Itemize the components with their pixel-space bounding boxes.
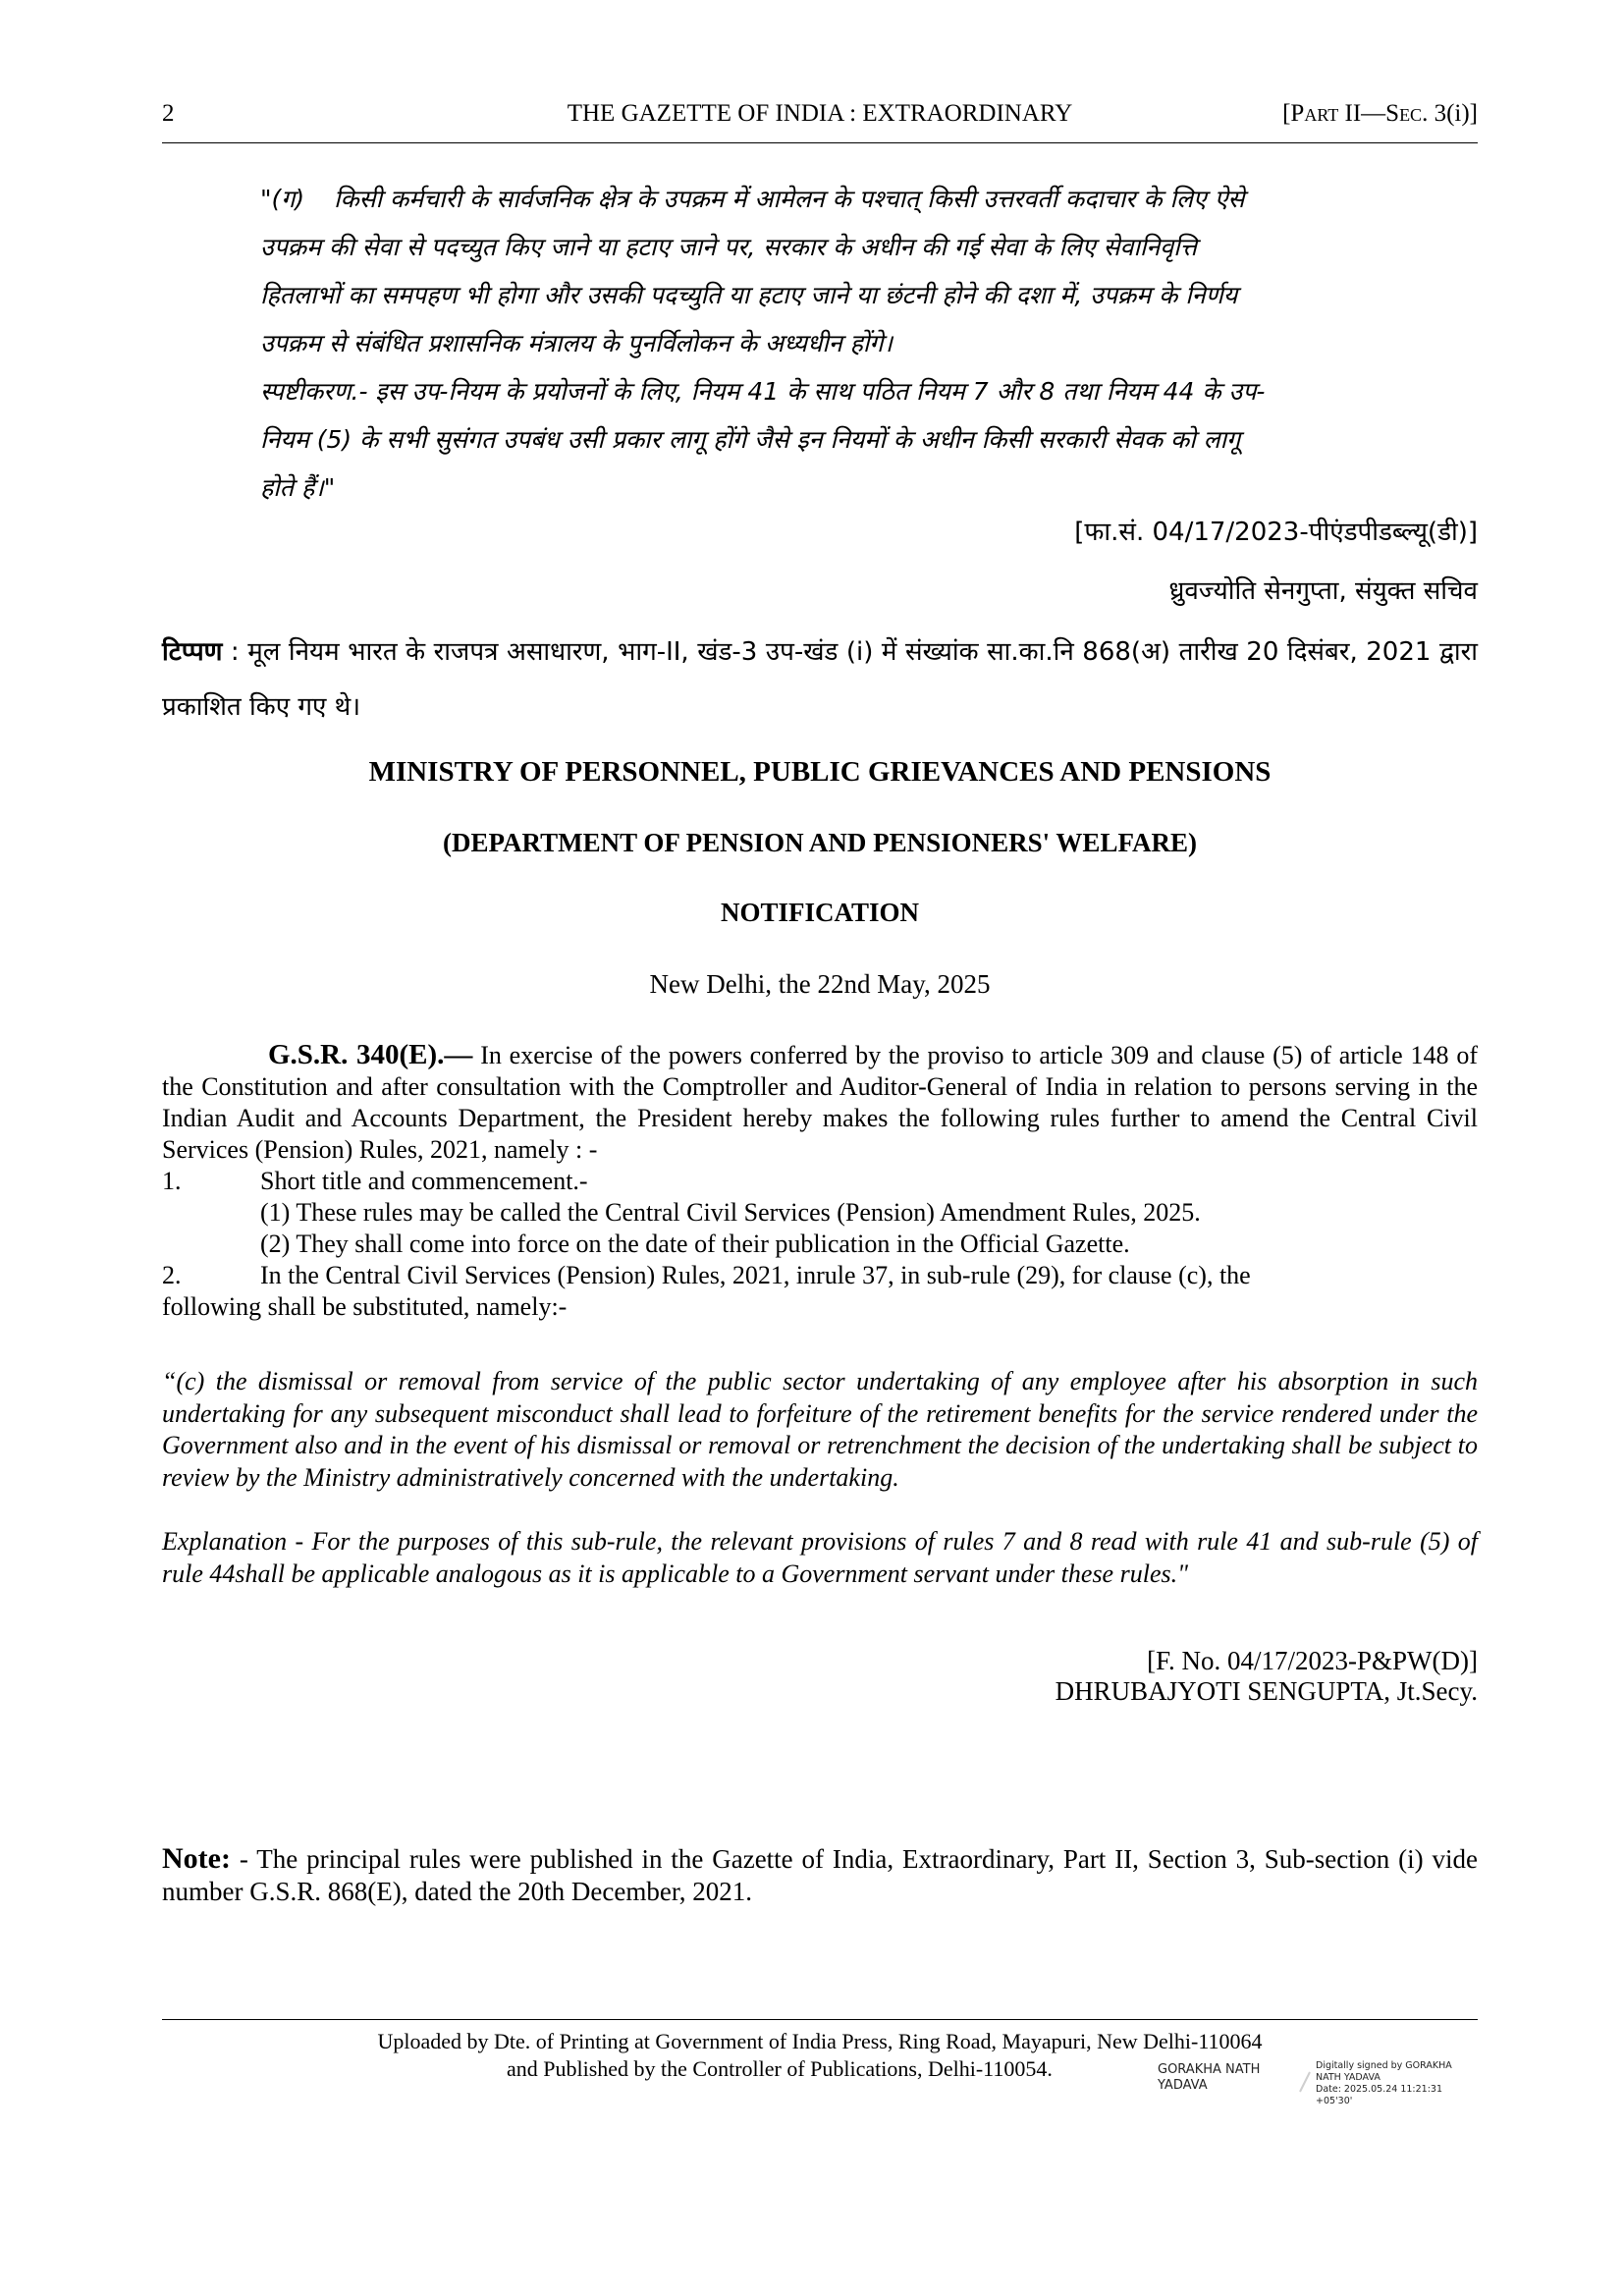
item-1-title: Short title and commencement.- bbox=[260, 1167, 588, 1195]
page-header bbox=[162, 100, 1478, 139]
department-heading: (DEPARTMENT OF PENSION AND PENSIONERS' WELFARE) bbox=[443, 828, 1197, 857]
signer-name-line-1: GORAKHA NATH bbox=[1158, 2062, 1261, 2077]
english-note-text: - The principal rules were published in the Gazette of India, Extraordinary, Part II, Section 3, Sub-section (i) vide number G.S.R. 868(E), dated the 20th December, 2021. bbox=[162, 1844, 1478, 1906]
digital-signature-info bbox=[1316, 2060, 1463, 2107]
signer-name-line-2: YADAVA bbox=[1158, 2078, 1208, 2093]
english-note-label: Note: bbox=[162, 1842, 231, 1875]
footer-rule bbox=[162, 2019, 1478, 2020]
part-suffix: . 3(i)] bbox=[1422, 100, 1478, 127]
footer-line-2: and Published by the Controller of Publications, Delhi-110054. bbox=[507, 2056, 1053, 2081]
english-signatory: DHRUBAJYOTI SENGUPTA, Jt.Secy. bbox=[1055, 1676, 1478, 1706]
part-section bbox=[1282, 100, 1478, 128]
item-2-text: In the Central Civil Services (Pension) Rules, 2021, inrule 37, in sub-rule (29), for clause (c), the bbox=[260, 1261, 1251, 1289]
part-smallcaps: art bbox=[1304, 100, 1339, 127]
item-1-sub-1: (1) These rules may be called the Central Civil Services (Pension) Amendment Rules, 2025. bbox=[260, 1198, 1201, 1227]
notification-heading: NOTIFICATION bbox=[720, 898, 920, 927]
gsr-number: G.S.R. 340(E).— bbox=[268, 1039, 473, 1070]
hindi-signatory: ध्रुवज्योति सेनगुप्ता, संयुक्त सचिव bbox=[1168, 576, 1478, 606]
preamble-text: In exercise of the powers conferred by the proviso to article 309 and clause (5) of article 148 of the Constitution and after consultation with the Comptroller and Auditor-General of India in relation to persons serving in the Indian Audit and Accounts Department, the President hereby makes the following rules further to amend the Central Civil Services (Pension) Rules, 2021, namely : - bbox=[162, 1041, 1478, 1164]
english-file-reference: [F. No. 04/17/2023-P&PW(D)] bbox=[1147, 1646, 1478, 1675]
digital-signature-date: Date: 2025.05.24 11:21:31 +05'30' bbox=[1316, 2084, 1443, 2106]
item-1 bbox=[162, 1166, 1478, 1197]
item-2-continuation: following shall be substituted, namely:- bbox=[162, 1292, 568, 1321]
ministry-heading: MINISTRY OF PERSONNEL, PUBLIC GRIEVANCES AND PENSIONS bbox=[368, 756, 1272, 788]
signer-name bbox=[1158, 2062, 1260, 2094]
hindi-file-reference: [फा.सं. 04/17/2023-पीएंडपीडब्ल्यू(डी)] bbox=[1074, 518, 1478, 547]
hindi-explanation-line-3: होते हैं।" bbox=[260, 473, 336, 502]
gazette-title: THE GAZETTE OF INDIA : EXTRAORDINARY bbox=[567, 100, 1073, 127]
hindi-note-text: : मूल नियम भारत के राजपत्र असाधारण, भाग-II, खंड-3 उप-खंड (i) में संख्यांक सा.का.नि 868(अ) तारीख 20 दिसंबर, 2021 द्वारा प्रकाशित किए गए थे। bbox=[162, 637, 1478, 722]
item-1-number: 1. bbox=[162, 1167, 182, 1195]
signature-mark-icon bbox=[1298, 2068, 1312, 2094]
english-note bbox=[162, 1842, 1478, 1908]
hindi-clause-line-3: हितलाभों का समपहण भी होगा और उसकी पदच्युति या हटाए जाने या छंटनी होने की दशा में, उपक्रम के निर्णय bbox=[260, 281, 1238, 309]
part-prefix: [P bbox=[1282, 100, 1305, 127]
hindi-clause-label: "(ग) bbox=[260, 185, 305, 213]
header-rule bbox=[162, 142, 1478, 143]
digital-signature-line-1: Digitally signed by GORAKHA bbox=[1316, 2060, 1452, 2071]
hindi-clause-line-2: उपक्रम की सेवा से पदच्युत किए जाने या हटाए जाने पर, सरकार के अधीन की गई सेवा के लिए सेवानिवृत्ति bbox=[260, 233, 1197, 261]
hindi-clause-line-4: उपक्रम से संबंधित प्रशासनिक मंत्रालय के पुनर्विलोकन के अध्यधीन होंगे। bbox=[260, 329, 893, 357]
section-smallcaps: ec bbox=[1399, 100, 1423, 127]
clause-c-text: “(c) the dismissal or removal from service of the public sector undertaking of any employee after his absorption in such undertaking for any subsequent misconduct shall lead to forfeiture of the retirement benefits for the service rendered under the Government also and in the event of his dismissal or removal or retrenchment the decision of the undertaking shall be subject to review by the Ministry administratively concerned with the undertaking. bbox=[162, 1367, 1478, 1492]
explanation-text: Explanation - For the purposes of this sub-rule, the relevant provisions of rules 7 and 8 read with rule 41 and sub-rule (5) of rule 44shall be applicable analogous as it is applicable to a Government servant under these rules." bbox=[162, 1527, 1478, 1588]
item-2-number: 2. bbox=[162, 1261, 182, 1289]
hindi-clause-line-1 bbox=[260, 175, 1478, 223]
hindi-explanation-line-2: नियम (5) के सभी सुसंगत उपबंध उसी प्रकार लागू होंगे जैसे इन नियमों के अधीन किसी सरकारी सेवक को लागू bbox=[260, 425, 1241, 454]
preamble-paragraph bbox=[162, 1039, 1478, 1166]
item-1-sub-2: (2) They shall come into force on the date of their publication in the Official Gazette. bbox=[260, 1230, 1130, 1258]
hindi-clause bbox=[260, 175, 1478, 512]
part-mid: II—S bbox=[1338, 100, 1400, 127]
notification-date: New Delhi, the 22nd May, 2025 bbox=[649, 969, 991, 999]
hindi-note bbox=[162, 625, 1478, 735]
footer-line-1: Uploaded by Dte. of Printing at Government of India Press, Ring Road, Mayapuri, New Delhi-110064 bbox=[377, 2029, 1263, 2053]
item-2 bbox=[162, 1260, 1478, 1291]
hindi-explanation-line-1: स्पष्टीकरण.- इस उप-नियम के प्रयोजनों के लिए, नियम 41 के साथ पठित नियम 7 और 8 तथा नियम 44 के उप- bbox=[260, 377, 1266, 406]
hindi-clause-text-1: किसी कर्मचारी के सार्वजनिक क्षेत्र के उपक्रम में आमेलन के पश्चात् किसी उत्तरवर्ती कदाचार के लिए ऐसे bbox=[334, 185, 1245, 213]
digital-signature-line-2: NATH YADAVA bbox=[1316, 2072, 1380, 2083]
page-number: 2 bbox=[162, 100, 175, 127]
hindi-note-label: टिप्पण bbox=[162, 637, 223, 667]
